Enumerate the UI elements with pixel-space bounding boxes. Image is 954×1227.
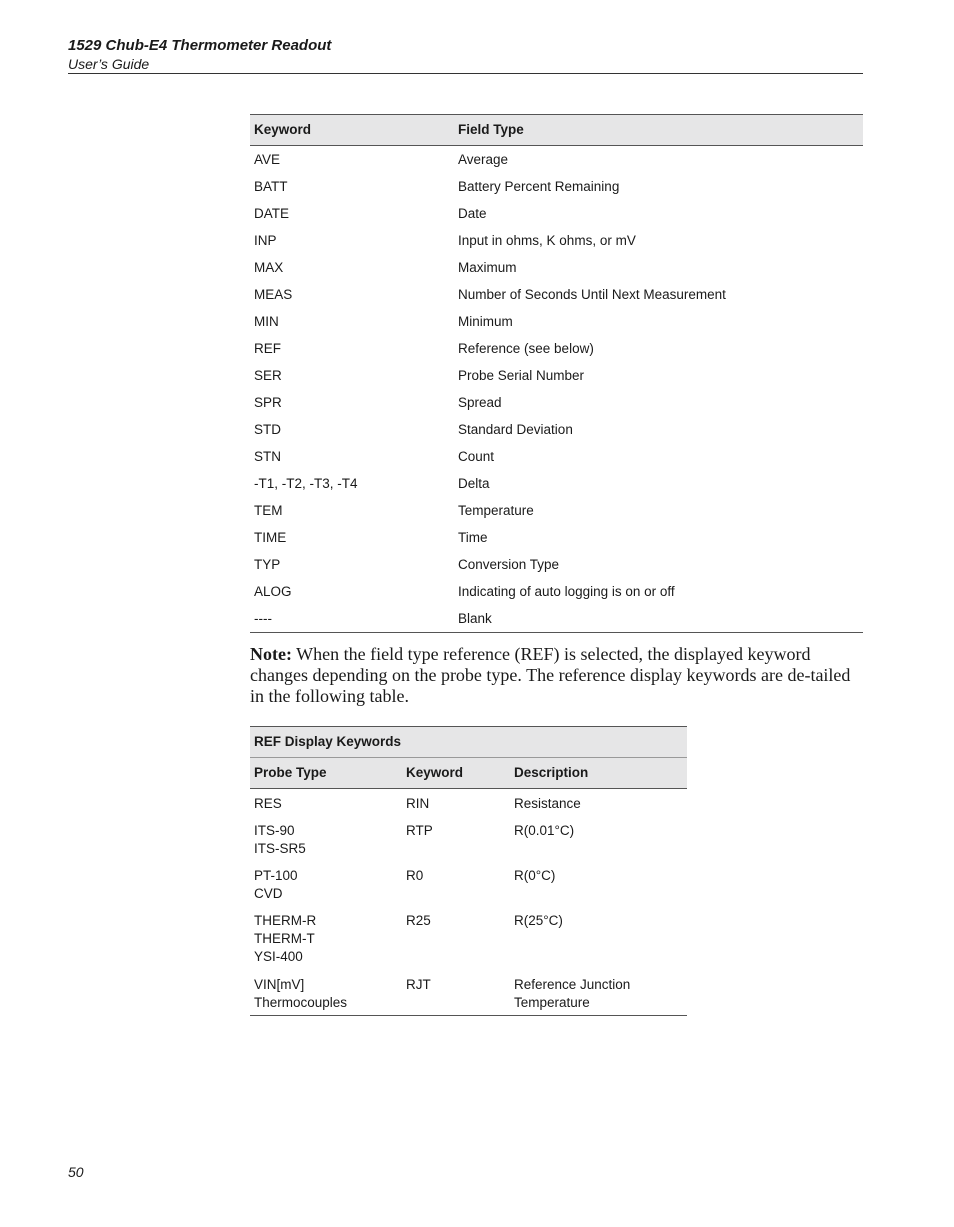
keyword-cell: INP bbox=[254, 233, 277, 248]
column-header-keyword: Keyword bbox=[402, 758, 510, 789]
table-row bbox=[250, 524, 863, 551]
table-row bbox=[250, 551, 863, 578]
ref-display-keywords-table bbox=[250, 726, 687, 1016]
keyword-cell: TIME bbox=[254, 530, 287, 545]
table-row bbox=[250, 416, 863, 443]
field-type-cell: Maximum bbox=[458, 260, 517, 275]
description-cell: Resistance bbox=[514, 796, 581, 811]
field-type-cell: Blank bbox=[454, 605, 863, 633]
table-row bbox=[250, 308, 863, 335]
keyword-cell: ALOG bbox=[254, 584, 292, 599]
description-cell: Reference Junction Temperature bbox=[510, 970, 687, 1016]
table-row bbox=[250, 389, 863, 416]
field-type-cell: Input in ohms, K ohms, or mV bbox=[458, 233, 636, 248]
keyword-cell: STN bbox=[254, 449, 281, 464]
table-header-row bbox=[250, 115, 863, 146]
column-header-field-type: Field Type bbox=[454, 115, 863, 146]
document-title: 1529 Chub-E4 Thermometer Readout bbox=[68, 37, 332, 54]
description-cell: R(0.01°C) bbox=[514, 823, 575, 838]
keyword-cell: R25 bbox=[406, 913, 431, 928]
header-rule bbox=[68, 73, 863, 74]
table-caption-row bbox=[250, 727, 687, 758]
note-text: When the field type reference (REF) is selected, the displayed keyword changes depending on the probe type. The reference display keywords are de-tailed in the following table. bbox=[250, 644, 851, 706]
table-row bbox=[250, 861, 687, 906]
keyword-cell: AVE bbox=[254, 152, 281, 167]
table-row bbox=[250, 470, 863, 497]
field-type-table bbox=[250, 114, 863, 633]
keyword-cell: RTP bbox=[406, 823, 433, 838]
keyword-cell: -T1, -T2, -T3, -T4 bbox=[254, 476, 358, 491]
field-type-cell: Conversion Type bbox=[458, 557, 560, 572]
note-paragraph bbox=[250, 644, 860, 707]
column-header-keyword: Keyword bbox=[250, 115, 454, 146]
field-type-cell: Minimum bbox=[458, 314, 513, 329]
keyword-cell: R0 bbox=[406, 868, 424, 883]
field-type-cell: Delta bbox=[458, 476, 490, 491]
field-type-cell: Number of Seconds Until Next Measurement bbox=[458, 287, 726, 302]
table-row bbox=[250, 443, 863, 470]
table-row bbox=[250, 146, 863, 174]
field-type-cell: Spread bbox=[458, 395, 502, 410]
keyword-cell: TEM bbox=[254, 503, 283, 518]
document-subtitle: User’s Guide bbox=[68, 56, 150, 72]
table-row bbox=[250, 281, 863, 308]
keyword-cell: ---- bbox=[250, 605, 454, 633]
keyword-cell: TYP bbox=[254, 557, 281, 572]
field-type-cell: Battery Percent Remaining bbox=[458, 179, 620, 194]
note-label: Note: bbox=[250, 644, 292, 664]
probe-type-cell: VIN[mV] Thermocouples bbox=[250, 970, 402, 1016]
field-type-cell: Average bbox=[458, 152, 509, 167]
table-row bbox=[250, 254, 863, 281]
keyword-cell: MIN bbox=[254, 314, 279, 329]
column-header-probe-type: Probe Type bbox=[250, 758, 402, 789]
description-cell: R(0°C) bbox=[514, 868, 556, 883]
running-header bbox=[68, 36, 863, 73]
table-row bbox=[250, 578, 863, 605]
table-row bbox=[250, 227, 863, 254]
field-type-cell: Date bbox=[458, 206, 487, 221]
keyword-cell: MAX bbox=[254, 260, 284, 275]
field-type-cell: Temperature bbox=[458, 503, 534, 518]
table-row bbox=[250, 970, 687, 1016]
table-row bbox=[250, 362, 863, 389]
table-row bbox=[250, 816, 687, 861]
page-number: 50 bbox=[68, 1164, 84, 1180]
keyword-cell: MEAS bbox=[254, 287, 293, 302]
table-row bbox=[250, 789, 687, 817]
table-row bbox=[250, 605, 863, 633]
keyword-cell: REF bbox=[254, 341, 281, 356]
field-type-cell: Count bbox=[458, 449, 495, 464]
table-caption: REF Display Keywords bbox=[250, 727, 687, 758]
keyword-cell: DATE bbox=[254, 206, 290, 221]
column-header-description: Description bbox=[510, 758, 687, 789]
probe-type-cell: RES bbox=[254, 796, 282, 811]
keyword-cell: RJT bbox=[402, 970, 510, 1016]
field-type-cell: Indicating of auto logging is on or off bbox=[458, 584, 675, 599]
keyword-cell: RIN bbox=[406, 796, 430, 811]
probe-type-cell: THERM-R THERM-T YSI-400 bbox=[254, 913, 317, 964]
keyword-cell: STD bbox=[254, 422, 281, 437]
keyword-cell: SPR bbox=[254, 395, 282, 410]
table-row bbox=[250, 906, 687, 970]
table-row bbox=[250, 497, 863, 524]
table-row bbox=[250, 173, 863, 200]
field-type-cell: Standard Deviation bbox=[458, 422, 573, 437]
table-row bbox=[250, 335, 863, 362]
probe-type-cell: ITS-90 ITS-SR5 bbox=[254, 823, 306, 856]
keyword-cell: SER bbox=[254, 368, 282, 383]
field-type-cell: Reference (see below) bbox=[458, 341, 594, 356]
keyword-cell: BATT bbox=[254, 179, 288, 194]
table-row bbox=[250, 200, 863, 227]
table-header-row bbox=[250, 758, 687, 789]
field-type-cell: Time bbox=[458, 530, 488, 545]
description-cell: R(25°C) bbox=[514, 913, 563, 928]
probe-type-cell: PT-100 CVD bbox=[254, 868, 298, 901]
field-type-cell: Probe Serial Number bbox=[458, 368, 585, 383]
